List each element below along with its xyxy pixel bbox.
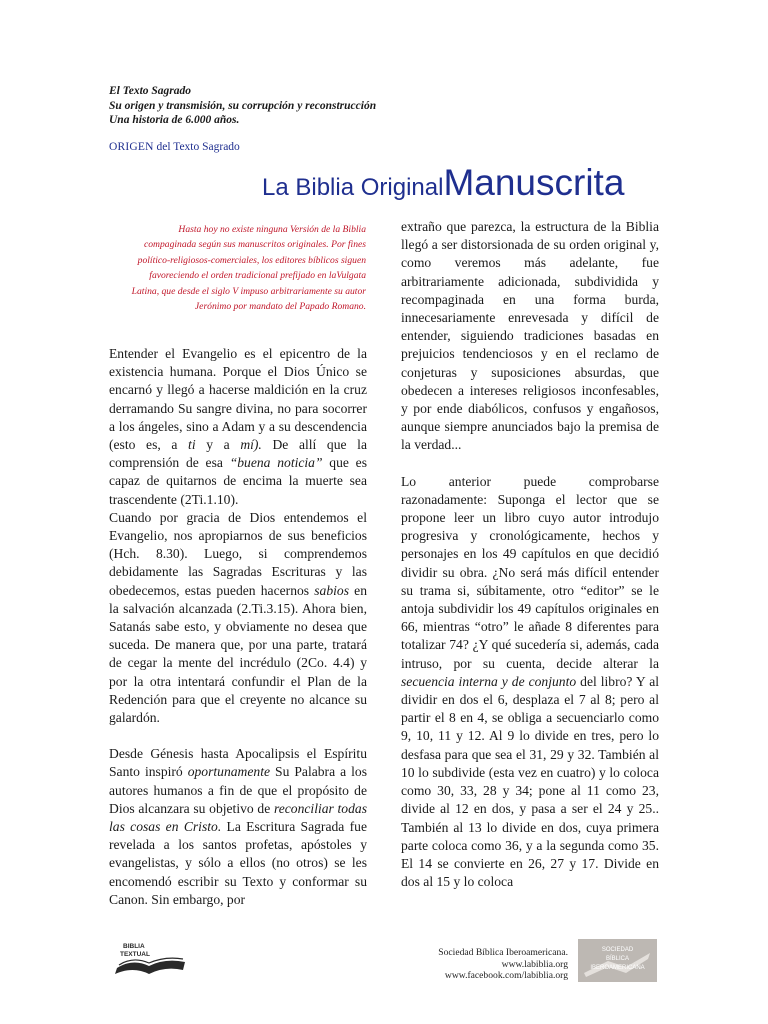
left-paragraph-1 <box>109 345 367 509</box>
footer-credits <box>380 947 568 982</box>
italic-run: reconciliar todas las cosas en Cristo. <box>109 800 367 835</box>
text-run: del libro? Y al dividir en dos el 6, desplaza el 7 al 8; pero al partir el 8 en 4, se obliga a secuenciarlo como 9, 10, 11 y 12. Al 9 lo divide en tres, pero lo desfasa para que sea el 31, 29 y 32. También al 10 lo subdivide (esta vez en cuatro) y lo coloca como 30, 33, 28 y 34; pone al 11 como 23, divide al 12 en dos, y pasa a ser el 24 y 25.. También al 13 lo divide en dos, cuya primera parte coloca como 36, y a la segunda como 35. El 14 se convierte en 26, 27 y 17. Divide en dos al 15 y lo coloca <box>401 673 660 890</box>
italic-run: sabios <box>314 582 349 598</box>
italic-run: mí). <box>240 437 262 453</box>
logo-text-1: BIBLIA <box>123 943 145 950</box>
italic-run: “buena noticia” <box>229 455 323 471</box>
left-paragraph-2 <box>109 509 367 727</box>
biblia-textual-logo <box>111 938 189 978</box>
right-paragraph-2 <box>401 473 659 892</box>
intro-note: Hasta hoy no existe ninguna Versión de la Biblia compaginada según sus manuscritos originales. Por fines político-religiosos-comerciales, los editores bíblicos siguen favoreciendo el orden tradicional prefijado en laVulgata Latina, que desde el siglo V impuso arbitrariamente su autor Jerónimo por mandato del Papado Romano. <box>131 224 366 313</box>
header-line-2: Su origen y transmisión, su corrupción y reconstrucción <box>109 99 377 112</box>
section-label-caps: ORIGEN <box>109 141 154 153</box>
text-run: Desde Génesis hasta Apocalipsis el Espíritu Santo inspiró <box>109 746 367 780</box>
text-run: Entender el Evangelio es el epicentro de la existencia humana. Porque el Dios Único se encarnó y llegó a hacerse maldición en la cruz derramando Su sangre divina, no para socorrer a los ángeles, sino a Adam y a su descendencia (esto es, a <box>109 346 367 453</box>
document-header <box>109 84 376 128</box>
left-column <box>109 345 367 909</box>
text-run: Lo anterior puede comprobarse razonadamente: Suponga el lector que se propone leer un libro cuyo autor introdujo progresiva y cronológicamente, hechos y personajes en los 49 capítulos en que decidió dividir su obra. ¿No será más difícil entender su trama si, súbitamente, otro “editor” se le antoja subdividir los 49 capítulos originales en 66, mientras “otro” le añade 8 diferentes para totalizar 74? ¿Y qué sucedería si, además, cada intruso, por su cuenta, decide alterar la <box>401 473 659 671</box>
header-line-3: Una historia de 6.000 años. <box>109 114 240 126</box>
text-run: y a <box>195 437 241 453</box>
left-paragraph-3 <box>109 745 367 909</box>
right-column <box>401 218 659 891</box>
text-run: De allí que la comprensión de esa <box>109 437 367 471</box>
footer-web-link[interactable]: www.labiblia.org <box>501 958 568 970</box>
title-part-2: Manuscrita <box>443 162 625 203</box>
italic-run: oportunamente <box>187 764 271 780</box>
footer-facebook-link[interactable]: www.facebook.com/labiblia.org <box>444 970 568 982</box>
section-label <box>109 141 240 153</box>
text-run: Su Palabra a los autores humanos a fin de que el propósito de Dios alcanzara su objetivo de <box>109 764 367 816</box>
text-run: que es capaz de quitarnos de encima la muerte sea trascendente (2Ti.1.10). <box>109 455 368 507</box>
page-title <box>262 162 624 204</box>
text-run: La Escritura Sagrada fue revelada a los santos profetas, apóstoles y evangelistas, y sólo a ellos (no otros) se les encomendó escribir su Texto y conformar su Canon. Sin embargo, por <box>109 819 367 907</box>
footer-org: Sociedad Bíblica Iberoamericana. <box>438 947 568 958</box>
section-label-rest: del Texto Sagrado <box>153 141 240 153</box>
header-line-1: El Texto Sagrado <box>109 85 192 97</box>
text-run: Cuando por gracia de Dios entendemos el Evangelio, nos apropiarnos de sus beneficios (Hch. 8.30). Luego, si comprendemos debidamente las Sagradas Escrituras y las obedecemos, estas pueden hacernos <box>109 509 367 598</box>
logo-right-text-2: BÍBLICA <box>605 956 629 962</box>
logo-right-text-3: IBEROAMERICANA <box>590 965 645 971</box>
italic-run: secuencia interna y de conjunto <box>401 673 577 689</box>
title-part-1: La Biblia Original <box>262 174 444 201</box>
right-paragraph-1: extraño que parezca, la estructura de la Biblia llegó a ser distorsionada de su orden original y, como veremos más adelante, fue arbitrariamente adicionada, subdividida y recompaginada en una forma burda, innecesariamente enrevesada y difícil de entender, siguiendo tradiciones basadas en prejuicios tendenciosos y en el reclamo de conjeturas y suposiciones absurdas, que obedecen a intereses religiosos inconfesables, y por ende diabólicos, confusos y engañosos, aunque siempre anunciados bajo la premisa de la verdad... <box>401 219 659 453</box>
italic-run: ti <box>188 437 196 453</box>
sociedad-biblica-logo <box>578 939 657 982</box>
logo-text-2: TEXTUAL <box>120 951 150 958</box>
logo-right-text-1: SOCIEDAD <box>601 947 634 953</box>
text-run: en la salvación alcanzada (2.Ti.3.15). Ahora bien, Satanás sabe esto, y obviamente no desea que suceda. De manera que, por una parte, tratará de cegar la mente del incrédulo (2Co. 4.4) y por la otra intentará confundir el Plan de la Redención para que el creyente no alcance su galardón. <box>109 582 367 726</box>
